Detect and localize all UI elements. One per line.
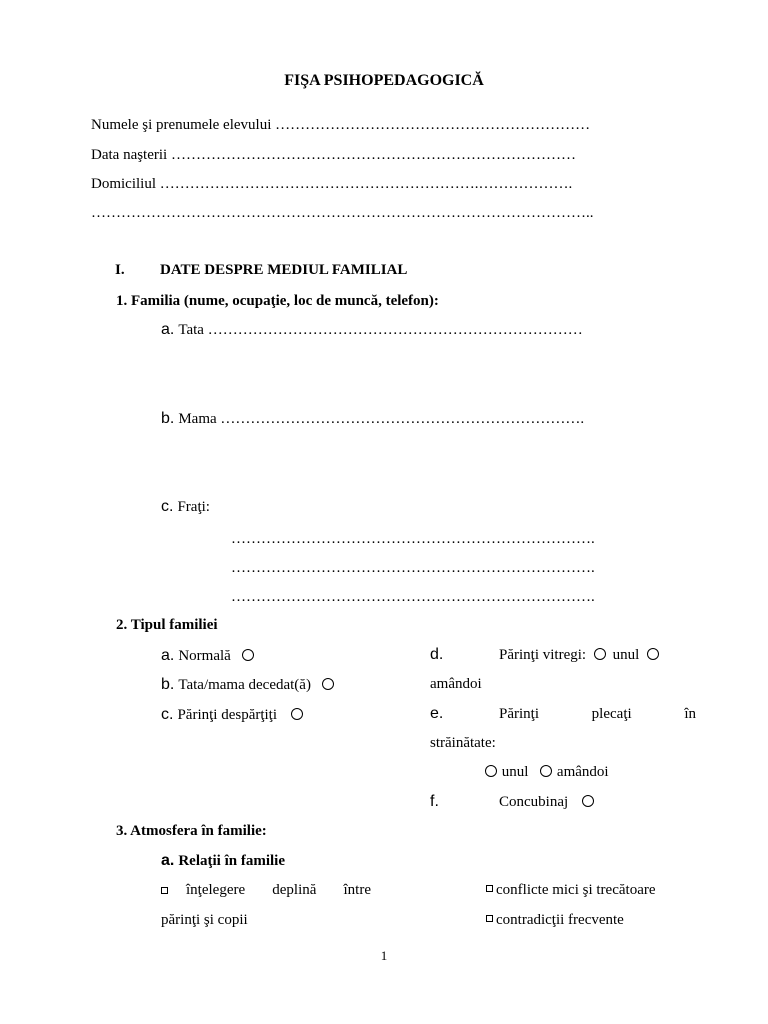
siblings-text: Fraţi: [177,499,210,515]
option-text: Părinţi despărţiţi [177,707,278,723]
item-letter: b. [161,410,175,427]
question-family: 1. Familia (nume, ocupaţie, loc de muncă, telefon): [116,293,439,309]
item-letter: a. [161,852,175,869]
option-one-text: unul [612,647,640,663]
relations-heading [161,853,285,869]
page-title: FIŞA PSIHOPEDAGOGICĂ [284,72,484,89]
type-separated-option[interactable] [161,707,303,723]
option-text-continued: părinţi şi copii [161,912,248,928]
mother-line[interactable] [161,411,584,427]
option-text: Normală [178,648,231,664]
relations-text: Relaţii în familie [178,853,285,869]
option-text: înţelegere deplină între [186,882,371,898]
type-cohabitation-option[interactable] [499,795,594,810]
siblings-line-2[interactable]: ………………………………………………………………. [231,560,595,576]
option-text: Concubinaj [499,794,569,810]
section-title: DATE DESPRE MEDIUL FAMILIAL [160,262,408,278]
type-deceased-option[interactable] [161,677,334,693]
option-both-text: amândoi [556,764,609,780]
address-line[interactable]: Domiciliul ……………………………………………………….………………. [91,176,573,192]
item-letter: b. [161,676,175,693]
section-number: I. [115,262,125,278]
option-one-text: unul [501,764,529,780]
radio-circle-icon[interactable] [291,708,303,720]
checkbox-square-icon[interactable] [486,885,493,892]
item-letter: a. [161,647,175,664]
option-text-continued: străinătate: [430,735,496,751]
birth-date-line[interactable]: Data naşterii ……………………………………………………………………… [91,147,576,163]
father-text: Tata ………………………………………………………………… [178,322,583,338]
option-text: plecaţi [591,706,632,722]
option-text: Părinţi vitregi: [499,647,587,663]
relation-option-minor-conflicts[interactable] [486,883,656,898]
page-number: 1 [380,948,388,963]
father-line[interactable] [161,322,583,338]
item-letter: c. [161,498,174,515]
item-letter: a. [161,321,175,338]
radio-circle-icon[interactable] [540,765,552,777]
siblings-line-1[interactable]: ………………………………………………………………. [231,531,595,547]
radio-circle-icon[interactable] [647,648,659,660]
relation-option-understanding[interactable] [161,883,371,898]
radio-circle-icon[interactable] [242,649,254,661]
checkbox-square-icon[interactable] [486,915,493,922]
option-text: Tata/mama decedat(ă) [178,677,311,693]
relation-option-frequent-contradictions[interactable] [486,913,624,928]
abroad-choices[interactable] [485,765,609,780]
item-letter-d: d. [430,646,444,663]
option-text: în [684,706,696,722]
radio-circle-icon[interactable] [594,648,606,660]
radio-circle-icon[interactable] [582,795,594,807]
item-letter-e: e. [430,705,444,722]
item-letter: c. [161,706,174,723]
siblings-label [161,499,210,515]
option-both-text: amândoi [430,676,482,692]
address-extra-line[interactable]: ……………………………………………………………………………………….. [91,205,594,221]
radio-circle-icon[interactable] [322,678,334,690]
checkbox-square-icon[interactable] [161,887,168,894]
item-letter-f: f. [430,793,439,810]
question-atmosphere: 3. Atmosfera în familie: [116,823,267,839]
option-text: conflicte mici şi trecătoare [496,882,656,898]
question-family-type: 2. Tipul familiei [116,617,218,633]
option-text: contradicţii frecvente [496,912,624,928]
student-name-line[interactable]: Numele şi prenumele elevului ……………………………………………………… [91,117,591,133]
type-abroad-option[interactable] [499,707,696,722]
siblings-line-3[interactable]: ………………………………………………………………. [231,589,595,605]
option-text: Părinţi [499,706,539,722]
radio-circle-icon[interactable] [485,765,497,777]
type-normal-option[interactable] [161,648,254,664]
mother-text: Mama ………………………………………………………………. [178,411,585,427]
type-stepparents-option[interactable] [499,648,659,663]
